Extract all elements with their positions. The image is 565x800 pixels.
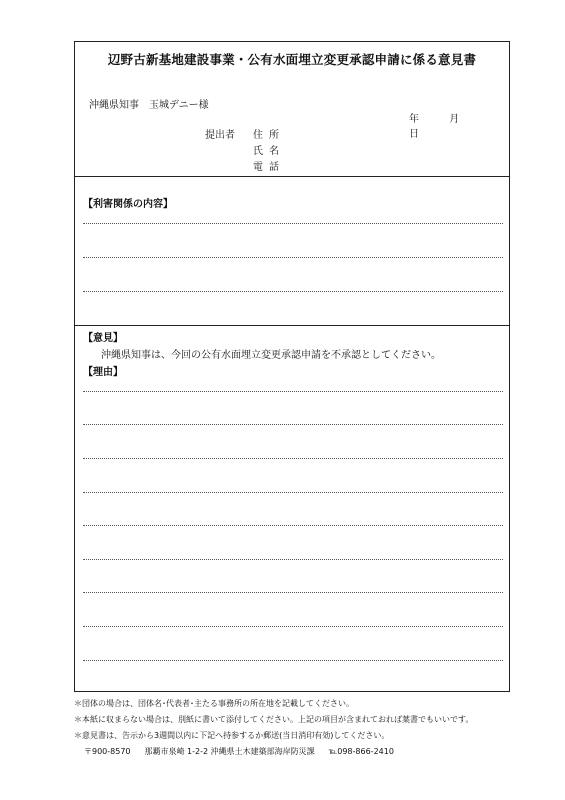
reason-heading: 【理由】 bbox=[83, 367, 123, 378]
footnotes bbox=[74, 696, 473, 760]
opinion-form bbox=[74, 41, 510, 692]
form-title: 辺野古新基地建設事業・公有水面埋立変更承認申請に係る意見書 bbox=[107, 52, 477, 67]
postal-code: 〒900-8570 bbox=[84, 747, 131, 756]
contact-address: 那覇市泉崎 1-2-2 沖縄県土木建築部海岸防災課 bbox=[144, 747, 315, 756]
date-month-label: 月 bbox=[449, 114, 460, 125]
contact-line bbox=[74, 744, 473, 760]
date-day-label: 日 bbox=[409, 129, 419, 140]
submitter-phone-row[interactable] bbox=[205, 160, 285, 176]
reason-writing-line[interactable] bbox=[83, 626, 503, 627]
interest-writing-line[interactable] bbox=[83, 257, 503, 258]
phone-label: 電話 bbox=[253, 162, 285, 173]
reason-writing-line[interactable] bbox=[83, 525, 503, 526]
reason-writing-line[interactable] bbox=[83, 592, 503, 593]
date-row bbox=[409, 110, 509, 140]
opinion-text: 沖縄県知事は、今回の公有水面埋立変更承認申請を不承認としてください。 bbox=[101, 350, 441, 361]
name-label: 氏名 bbox=[253, 146, 285, 157]
opinion-section bbox=[75, 326, 509, 691]
date-year-label: 年 bbox=[409, 114, 419, 125]
interest-heading: 【利害関係の内容】 bbox=[83, 199, 173, 210]
reason-writing-line[interactable] bbox=[83, 424, 503, 425]
contact-phone: ℡098-866-2410 bbox=[328, 747, 394, 756]
addressee: 沖縄県知事 玉城デニー様 bbox=[89, 100, 209, 111]
opinion-heading: 【意見】 bbox=[83, 333, 123, 344]
submitter-label: 提出者 bbox=[205, 130, 235, 141]
footnote: ＊本紙に収まらない場合は、別紙に書いて添付してください。上記の項目が含まれておれば葉書でもいいです。 bbox=[74, 715, 474, 724]
reason-writing-line[interactable] bbox=[83, 391, 503, 392]
interest-section bbox=[75, 176, 509, 326]
footnote: ＊団体の場合は、団体名･代表者･主たる事務所の所在地を記載してください。 bbox=[74, 699, 354, 708]
submitter-name-row[interactable] bbox=[205, 144, 285, 160]
reason-writing-line[interactable] bbox=[83, 492, 503, 493]
interest-writing-line[interactable] bbox=[83, 291, 503, 292]
interest-writing-line[interactable] bbox=[83, 223, 503, 224]
address-label: 住所 bbox=[253, 130, 285, 141]
submitter-block bbox=[205, 128, 285, 176]
footnote: ＊意見書は、告示から3週間以内に下記へ持参するか郵送(当日消印有効)してください。 bbox=[74, 731, 390, 740]
reason-writing-line[interactable] bbox=[83, 660, 503, 661]
reason-writing-line[interactable] bbox=[83, 559, 503, 560]
reason-writing-line[interactable] bbox=[83, 458, 503, 459]
submitter-address-row[interactable] bbox=[205, 128, 285, 144]
